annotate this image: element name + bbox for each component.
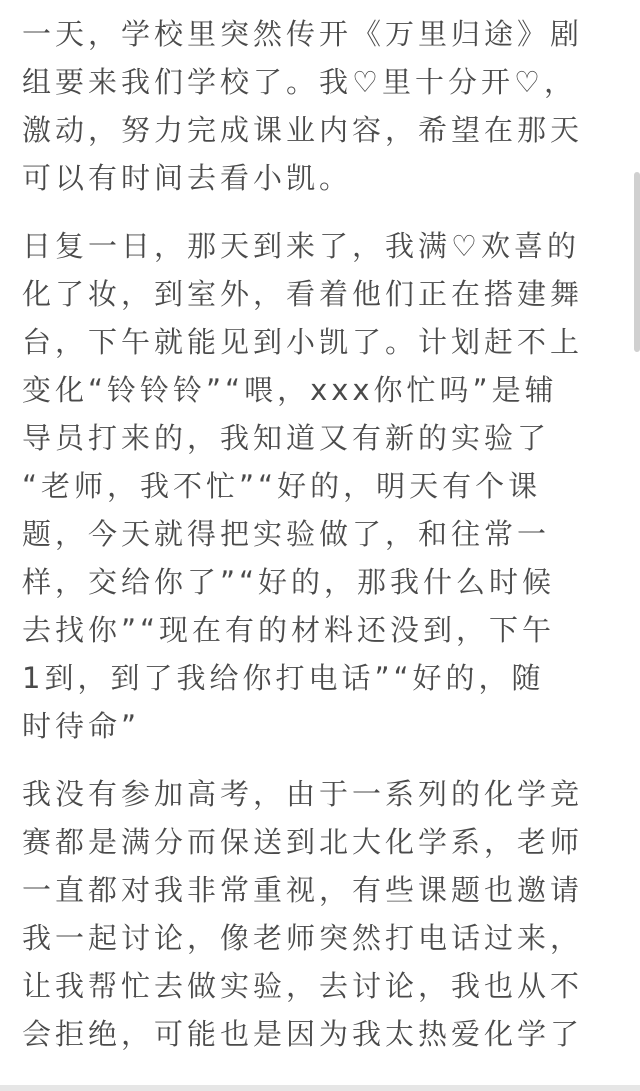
text-line: 一直都对我非常重视，有些课题也邀请 [22, 873, 584, 907]
text-line: 变化“铃铃铃”“喂，xxx你忙吗”是辅 [22, 373, 558, 407]
paragraph-2 [22, 222, 608, 750]
text-line: 可以有时间去看小凯。 [22, 161, 353, 195]
text-line: 我没有参加高考，由于一系列的化学竞 [22, 777, 584, 811]
text-line: 时待命” [22, 709, 141, 743]
text-line: 样，交给你了”“好的，那我什么时候 [22, 565, 556, 599]
text-line: 台，下午就能见到小凯了。计划赶不上 [22, 325, 584, 359]
text-line: 1到，到了我给你打电话”“好的，随 [22, 661, 545, 695]
text-line: 赛都是满分而保送到北大化学系，老师 [22, 825, 584, 859]
text-line: 导员打来的，我知道又有新的实验了 [22, 421, 551, 455]
text-line: 题，今天就得把实验做了，和往常一 [22, 517, 551, 551]
text-line: 让我帮忙去做实验，去讨论，我也从不 [22, 969, 584, 1003]
text-line: 化了妆，到室外，看着他们正在搭建舞 [22, 277, 584, 311]
text-line: 组要来我们学校了。我♡里十分开♡， [22, 65, 577, 99]
text-line: 我一起讨论，像老师突然打电话过来， [22, 921, 584, 955]
text-line: 会拒绝，可能也是因为我太热爱化学了 [22, 1017, 584, 1051]
text-line: 日复一日，那天到来了，我满♡欢喜的 [22, 229, 580, 263]
scrollbar-thumb[interactable] [634, 172, 640, 352]
text-line: 去找你”“现在有的材料还没到，下午 [22, 613, 556, 647]
text-line: 激动，努力完成课业内容，希望在那天 [22, 113, 584, 147]
paragraph-3 [22, 770, 608, 1058]
bottom-edge [0, 1085, 640, 1091]
article-body [22, 10, 608, 1078]
text-line: 一天，学校里突然传开《万里归途》剧 [22, 17, 584, 51]
paragraph-1 [22, 10, 608, 202]
text-line: “老师，我不忙”“好的，明天有个课 [22, 469, 542, 503]
